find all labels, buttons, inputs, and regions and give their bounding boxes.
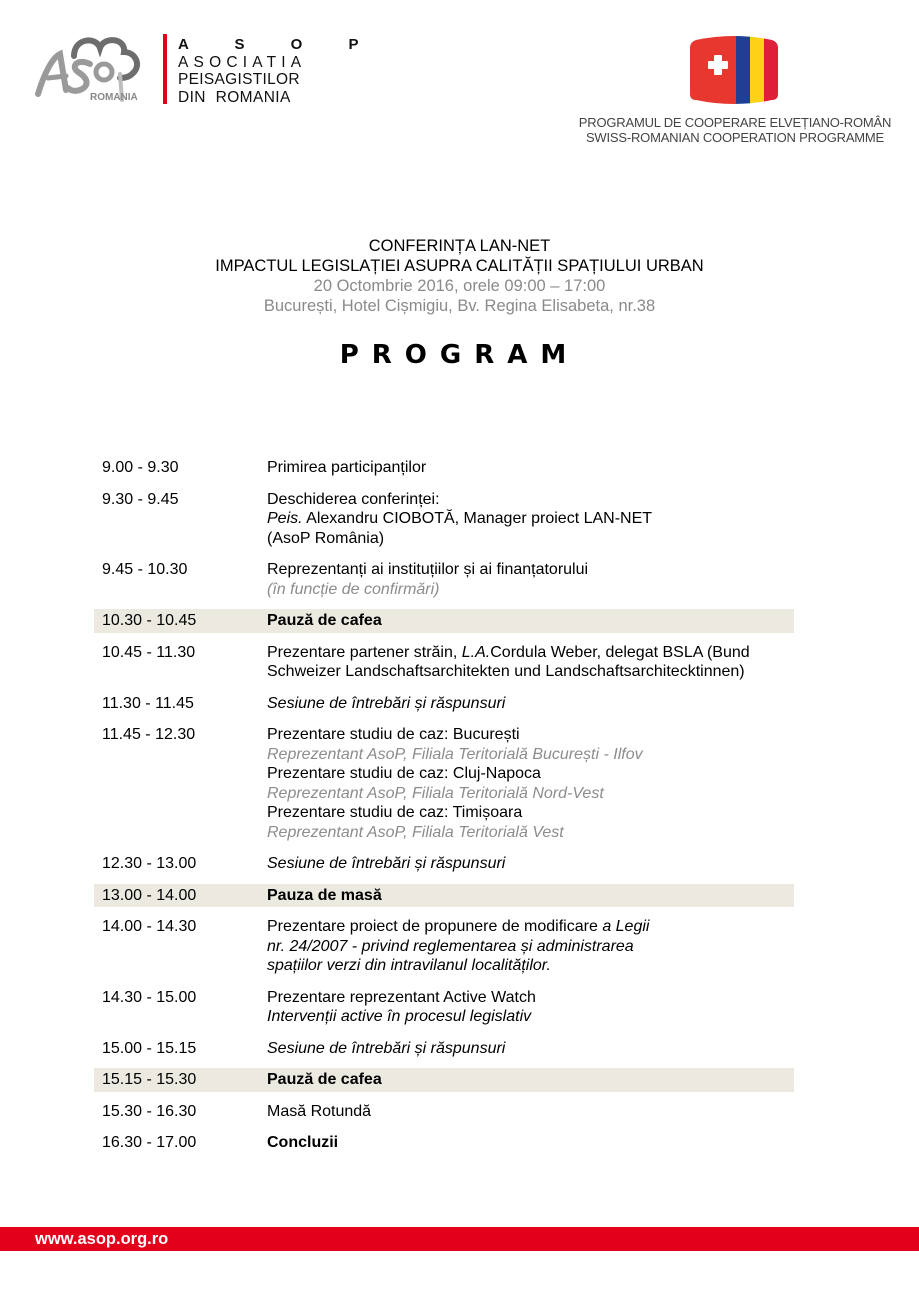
schedule-row [94, 986, 794, 1029]
title-prefix: Peis. [267, 510, 303, 527]
schedule-description-line [267, 823, 794, 843]
schedule-description [267, 643, 794, 682]
schedule-description [267, 458, 794, 478]
schedule-description [267, 988, 794, 1027]
partner-caption-en: SWISS-ROMANIAN COOPERATION PROGRAMME [585, 130, 885, 145]
schedule-description [267, 490, 794, 549]
line-text: Sesiune de întrebări și răspunsuri [267, 855, 506, 872]
schedule-time: 9.45 - 10.30 [102, 561, 188, 578]
footer-website-link[interactable]: www.asop.org.ro [35, 1230, 169, 1248]
line-text: (în funcție de confirmări) [267, 580, 440, 598]
schedule-row [94, 1037, 794, 1061]
schedule-row [94, 558, 794, 601]
line-text: Schweizer Landschaftsarchitekten und Landschaftsarchitecktinnen) [267, 663, 745, 680]
line-text: Primirea participanților [267, 459, 427, 476]
conference-venue: București, Hotel Cișmigiu, Bv. Regina Elisabeta, nr.38 [263, 297, 656, 315]
conference-date: 20 Octombrie 2016, orele 09:00 – 17:00 [313, 277, 606, 295]
schedule-description [267, 694, 794, 714]
schedule-description [267, 1102, 794, 1122]
line-italic-part: L.A. [461, 643, 491, 661]
schedule-description-line [267, 988, 794, 1008]
line-text: Prezentare studiu de caz: Cluj-Napoca [267, 765, 541, 782]
schedule-description-line [267, 784, 794, 804]
line-text: Sesiune de întrebări și răspunsuri [267, 1039, 506, 1057]
conference-subtitle: IMPACTUL LEGISLAȚIEI ASUPRA CALITĂȚII SPAȚIULUI URBAN [215, 257, 704, 275]
schedule-row [94, 488, 794, 551]
schedule-time: 9.00 - 9.30 [102, 459, 179, 476]
line-text: Sesiune de întrebări și răspunsuri [267, 694, 506, 712]
schedule-description-line [267, 1133, 794, 1153]
line-text: Reprezentant AsoP, Filiala Teritorială Vest [267, 823, 564, 841]
line-text: Alexandru CIOBOTĂ, Manager proiect LAN-NET [302, 510, 653, 527]
schedule-description-line [267, 1070, 794, 1090]
line-text: Prezentare proiect de propunere de modificare [267, 918, 603, 935]
schedule-description-line [267, 458, 794, 478]
schedule-description-line [267, 917, 794, 937]
schedule-row-break [94, 884, 794, 908]
schedule-description-line [267, 956, 794, 976]
schedule-time: 12.30 - 13.00 [102, 855, 197, 872]
schedule-time: 10.30 - 10.45 [102, 612, 197, 629]
schedule-row [94, 915, 794, 978]
schedule-description-line [267, 745, 794, 765]
schedule-description-line [267, 1102, 794, 1122]
asop-line-din-romania: DIN ROMANIA [178, 88, 291, 106]
schedule-description-line [267, 725, 794, 745]
line-text: Prezentare studiu de caz: Timișoara [267, 804, 523, 821]
schedule-description-line [267, 854, 794, 874]
line-text: Pauză de cafea [267, 1071, 382, 1088]
schedule-time: 15.00 - 15.15 [102, 1039, 197, 1057]
schedule-description-line [267, 560, 794, 580]
schedule-description-line [267, 886, 794, 906]
schedule-description-line [267, 490, 794, 510]
schedule-time: 13.00 - 14.00 [102, 886, 197, 904]
asop-logo-text [178, 36, 379, 106]
schedule-row-break [94, 1068, 794, 1092]
schedule-time: 9.30 - 9.45 [102, 490, 179, 508]
schedule-description-line [267, 694, 794, 714]
schedule-description-line [267, 1039, 794, 1059]
schedule-description-line [267, 509, 794, 529]
line-text: Intervenții active în procesul legislativ [267, 1008, 532, 1025]
schedule-row [94, 852, 794, 876]
schedule-row [94, 1100, 794, 1124]
schedule-row [94, 456, 794, 480]
asop-line-peisagistilor: PEISAGISTILOR [178, 71, 300, 88]
line-text: spațiilor verzi din intravilanul localităților. [267, 957, 551, 974]
schedule-time: 15.30 - 16.30 [102, 1102, 197, 1120]
schedule-description [267, 854, 794, 874]
line-text: Pauză de cafea [267, 612, 382, 629]
line-text: Prezentare studiu de caz: București [267, 726, 520, 743]
schedule-description-line [267, 1007, 794, 1027]
line-text: Prezentare reprezentant Active Watch [267, 988, 536, 1006]
schedule-description-line [267, 662, 794, 682]
line-text: Masă Rotundă [267, 1102, 372, 1120]
program-heading: PROGRAM [339, 340, 580, 370]
schedule-time: 11.45 - 12.30 [102, 726, 196, 743]
schedule-time: 16.30 - 17.00 [102, 1134, 197, 1151]
schedule-time: 14.00 - 14.30 [102, 918, 197, 935]
schedule-description-line [267, 643, 794, 663]
schedule-description-line [267, 529, 794, 549]
conference-title-block [0, 236, 919, 316]
schedule-row [94, 641, 794, 684]
conference-name: CONFERINȚA LAN-NET [368, 237, 551, 255]
schedule-time: 14.30 - 15.00 [102, 988, 197, 1006]
schedule-description-line [267, 611, 794, 631]
schedule-row-break [94, 609, 794, 633]
schedule-time: 11.30 - 11.45 [102, 694, 194, 712]
line-italic-part: a Legii [602, 918, 650, 935]
asop-logo-country: ROMANIA [90, 92, 138, 103]
line-text: Prezentare partener străin, [267, 643, 462, 661]
schedule-row [94, 1131, 794, 1155]
schedule-row [94, 692, 794, 716]
schedule-description-line [267, 803, 794, 823]
line-text: Concluzii [267, 1134, 339, 1151]
line-text: Reprezentanți ai instituțiilor și ai finanțatorului [267, 561, 589, 578]
schedule-description [267, 1039, 794, 1059]
line-text: Reprezentant AsoP, Filiala Teritorială Nord-Vest [267, 784, 604, 802]
schedule-description [267, 886, 794, 906]
line-text: nr. 24/2007 - privind reglementarea și administrarea [267, 937, 634, 955]
schedule-description-line [267, 764, 794, 784]
line-text: Pauza de masă [267, 886, 382, 904]
asop-logo-divider [163, 34, 167, 104]
asop-line-asociatia: ASOCIATIA [178, 53, 307, 71]
schedule-description-line [267, 937, 794, 957]
schedule-description [267, 560, 794, 599]
line-text: Reprezentant AsoP, Filiala Teritorială București - Ilfov [267, 745, 643, 763]
line-text: Deschiderea conferinței: [267, 490, 440, 508]
line-text: (AsoP România) [267, 529, 385, 547]
swiss-romanian-flag-icon [690, 34, 778, 106]
schedule-time: 15.15 - 15.30 [102, 1071, 197, 1088]
asop-acronym: A S O P [178, 36, 380, 53]
schedule-description [267, 1070, 794, 1090]
schedule-description-line [267, 580, 794, 600]
schedule-description [267, 1133, 794, 1153]
schedule-table [94, 456, 794, 1163]
schedule-time: 10.45 - 11.30 [102, 643, 196, 661]
partner-programme-caption [570, 115, 900, 145]
partner-caption-ro: PROGRAMUL DE COOPERARE ELVEȚIANO-ROMÂN [578, 115, 892, 130]
schedule-description [267, 917, 794, 976]
schedule-description [267, 725, 794, 842]
schedule-row [94, 723, 794, 844]
line-text-rest: Cordula Weber, delegat BSLA (Bund [490, 643, 750, 661]
schedule-description [267, 611, 794, 631]
